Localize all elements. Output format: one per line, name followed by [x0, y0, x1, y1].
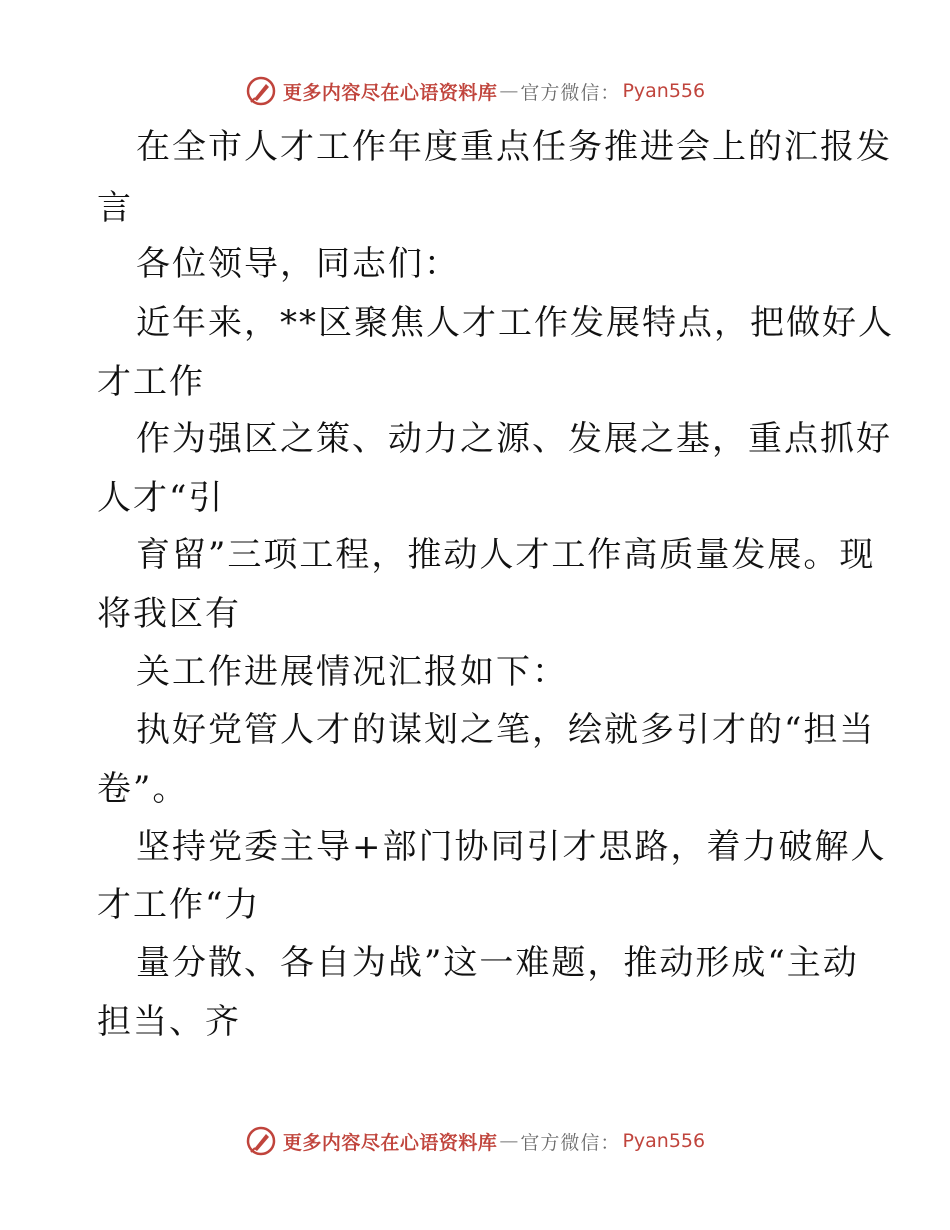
wechat-id: Pyan556: [622, 80, 706, 102]
doc-line: 作为强区之策、动力之源、发展之基，重点抓好: [136, 419, 892, 459]
doc-line: 将我区有: [97, 594, 241, 634]
doc-line: 近年来，**区聚焦人才工作发展特点，把做好人: [136, 303, 894, 343]
doc-line: 坚持党委主导+部门协同引才思路，着力破解人: [136, 827, 887, 867]
doc-line: 育留”三项工程，推动人才工作高质量发展。现: [136, 535, 876, 575]
pen-logo-icon: [245, 75, 277, 107]
doc-line: 人才“引: [97, 478, 225, 518]
brand-text: 更多内容尽在心语资料库: [282, 1131, 498, 1154]
doc-line: 担当、齐: [97, 1002, 241, 1042]
pen-logo-icon: [245, 1125, 277, 1157]
doc-line: 执好党管人才的谋划之笔，绘就多引才的“担当: [136, 710, 876, 750]
doc-line: 量分散、各自为战”这一难题，推动形成“主动: [136, 943, 859, 983]
doc-line: 在全市人才工作年度重点任务推进会上的汇报发: [136, 127, 892, 167]
doc-line: 才工作“力: [97, 885, 261, 925]
doc-line: 卷”。: [97, 769, 189, 809]
doc-line: 才工作: [97, 362, 205, 402]
doc-line: 言: [97, 188, 133, 228]
wechat-id: Pyan556: [622, 1130, 706, 1152]
official-label: 官方微信：: [520, 81, 621, 104]
footer-watermark: [0, 1121, 950, 1161]
header-watermark: [0, 71, 950, 111]
separator: —: [499, 1130, 519, 1152]
official-label: 官方微信：: [520, 1131, 621, 1154]
doc-line: 各位领导，同志们：: [136, 244, 460, 284]
brand-text: 更多内容尽在心语资料库: [282, 81, 498, 104]
doc-line: 关工作进展情况汇报如下：: [136, 652, 568, 692]
separator: —: [499, 80, 519, 102]
